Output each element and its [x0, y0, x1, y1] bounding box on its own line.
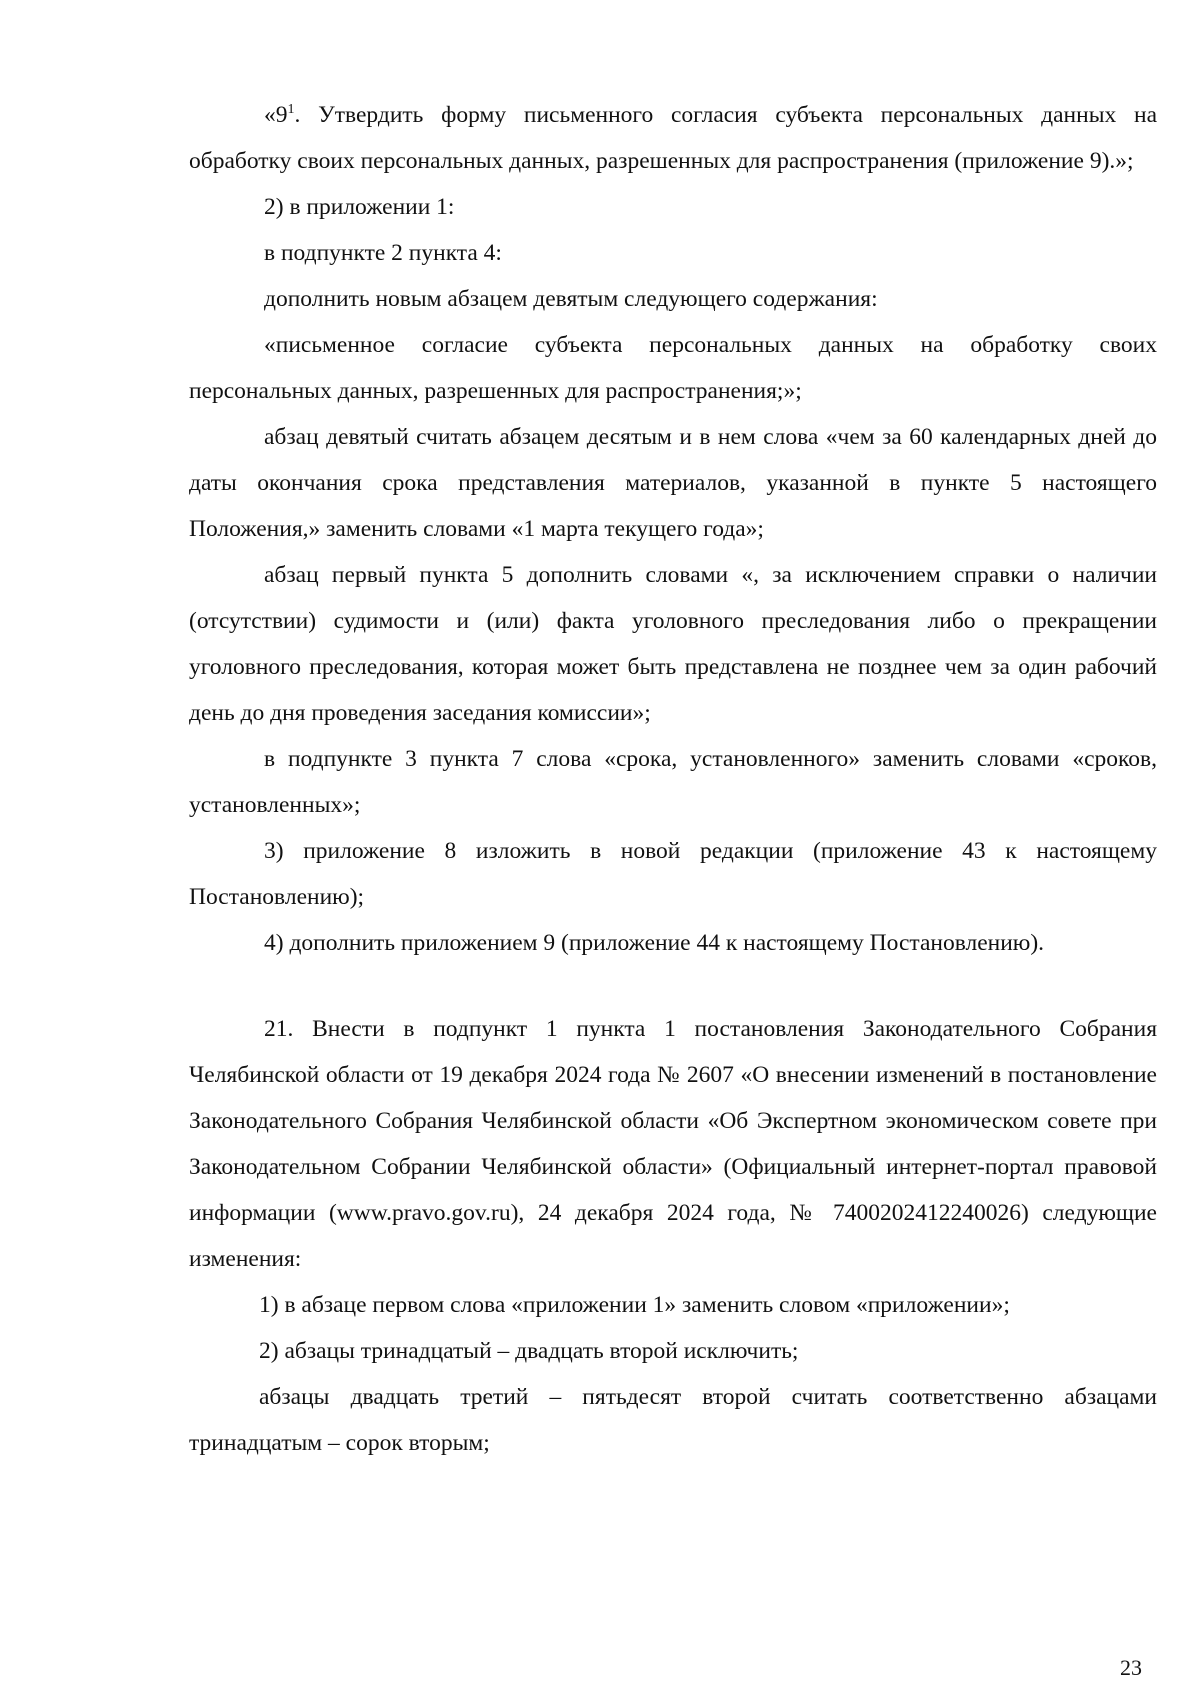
clause-number: «9: [264, 102, 288, 128]
paragraph-21-renumber: абзацы двадцать третий – пятьдесят второй считать соответственно абзацами тринадцатым – сорок вторым;: [189, 1384, 1157, 1456]
body-text: [189, 92, 1157, 1466]
page-number: 23: [1120, 1655, 1142, 1680]
paragraph-ninth-to-tenth: абзац девятый считать абзацем десятым и в нем слова «чем за 60 календарных дней до даты окончания срока представления материалов, указанной в пункте 5 настоящего Положения,» заменить словами «1 марта текущего года»;: [189, 424, 1157, 542]
paragraph-21-item-1: 1) в абзаце первом слова «приложении 1» заменить словом «приложении»;: [259, 1292, 1010, 1318]
paragraph-point-5: абзац первый пункта 5 дополнить словами «, за исключением справки о наличии (отсутствии) судимости и (или) факта уголовного преследования либо о прекращении уголовного преследования, которая может быть представлена не позднее чем за один рабочий день до дня проведения заседания комиссии»;: [189, 562, 1157, 726]
paragraph-21-item-2: 2) абзацы тринадцатый – двадцать второй исключить;: [259, 1338, 799, 1364]
paragraph-subitem: в подпункте 2 пункта 4:: [264, 240, 502, 266]
paragraph-quote-consent: «письменное согласие субъекта персональных данных на обработку своих персональных данных, разрешенных для распространения;»;: [189, 332, 1157, 404]
paragraph-item-2: 2) в приложении 1:: [264, 194, 455, 220]
clause-superscript: 1: [287, 102, 295, 117]
paragraph-add-ninth: дополнить новым абзацем девятым следующего содержания:: [264, 286, 878, 312]
paragraph-item-3: 3) приложение 8 изложить в новой редакции (приложение 43 к настоящему Постановлению);: [189, 838, 1157, 910]
paragraph-section-21: 21. Внести в подпункт 1 пункта 1 постановления Законодательного Собрания Челябинской области от 19 декабря 2024 года № 2607 «О внесении изменений в постановление Законодательного Собрания Челябинской области «Об Экспертном экономическом совете при Законодательном Собрании Челябинской области» (Официальный интернет-портал правовой информации (www.pravo.gov.ru), 24 декабря 2024 года, № 7400202412240026) следующие изменения:: [189, 1016, 1157, 1272]
paragraph-9-1: [189, 92, 1157, 184]
section-gap: [189, 966, 1157, 1006]
paragraph-item-4: 4) дополнить приложением 9 (приложение 44 к настоящему Постановлению).: [264, 930, 1045, 956]
clause-text: . Утвердить форму письменного согласия субъекта персональных данных на обработку своих персональных данных, разрешенных для распространения (приложение 9).»;: [189, 102, 1157, 174]
paragraph-point-7: в подпункте 3 пункта 7 слова «срока, установленного» заменить словами «сроков, установленных»;: [189, 746, 1157, 818]
